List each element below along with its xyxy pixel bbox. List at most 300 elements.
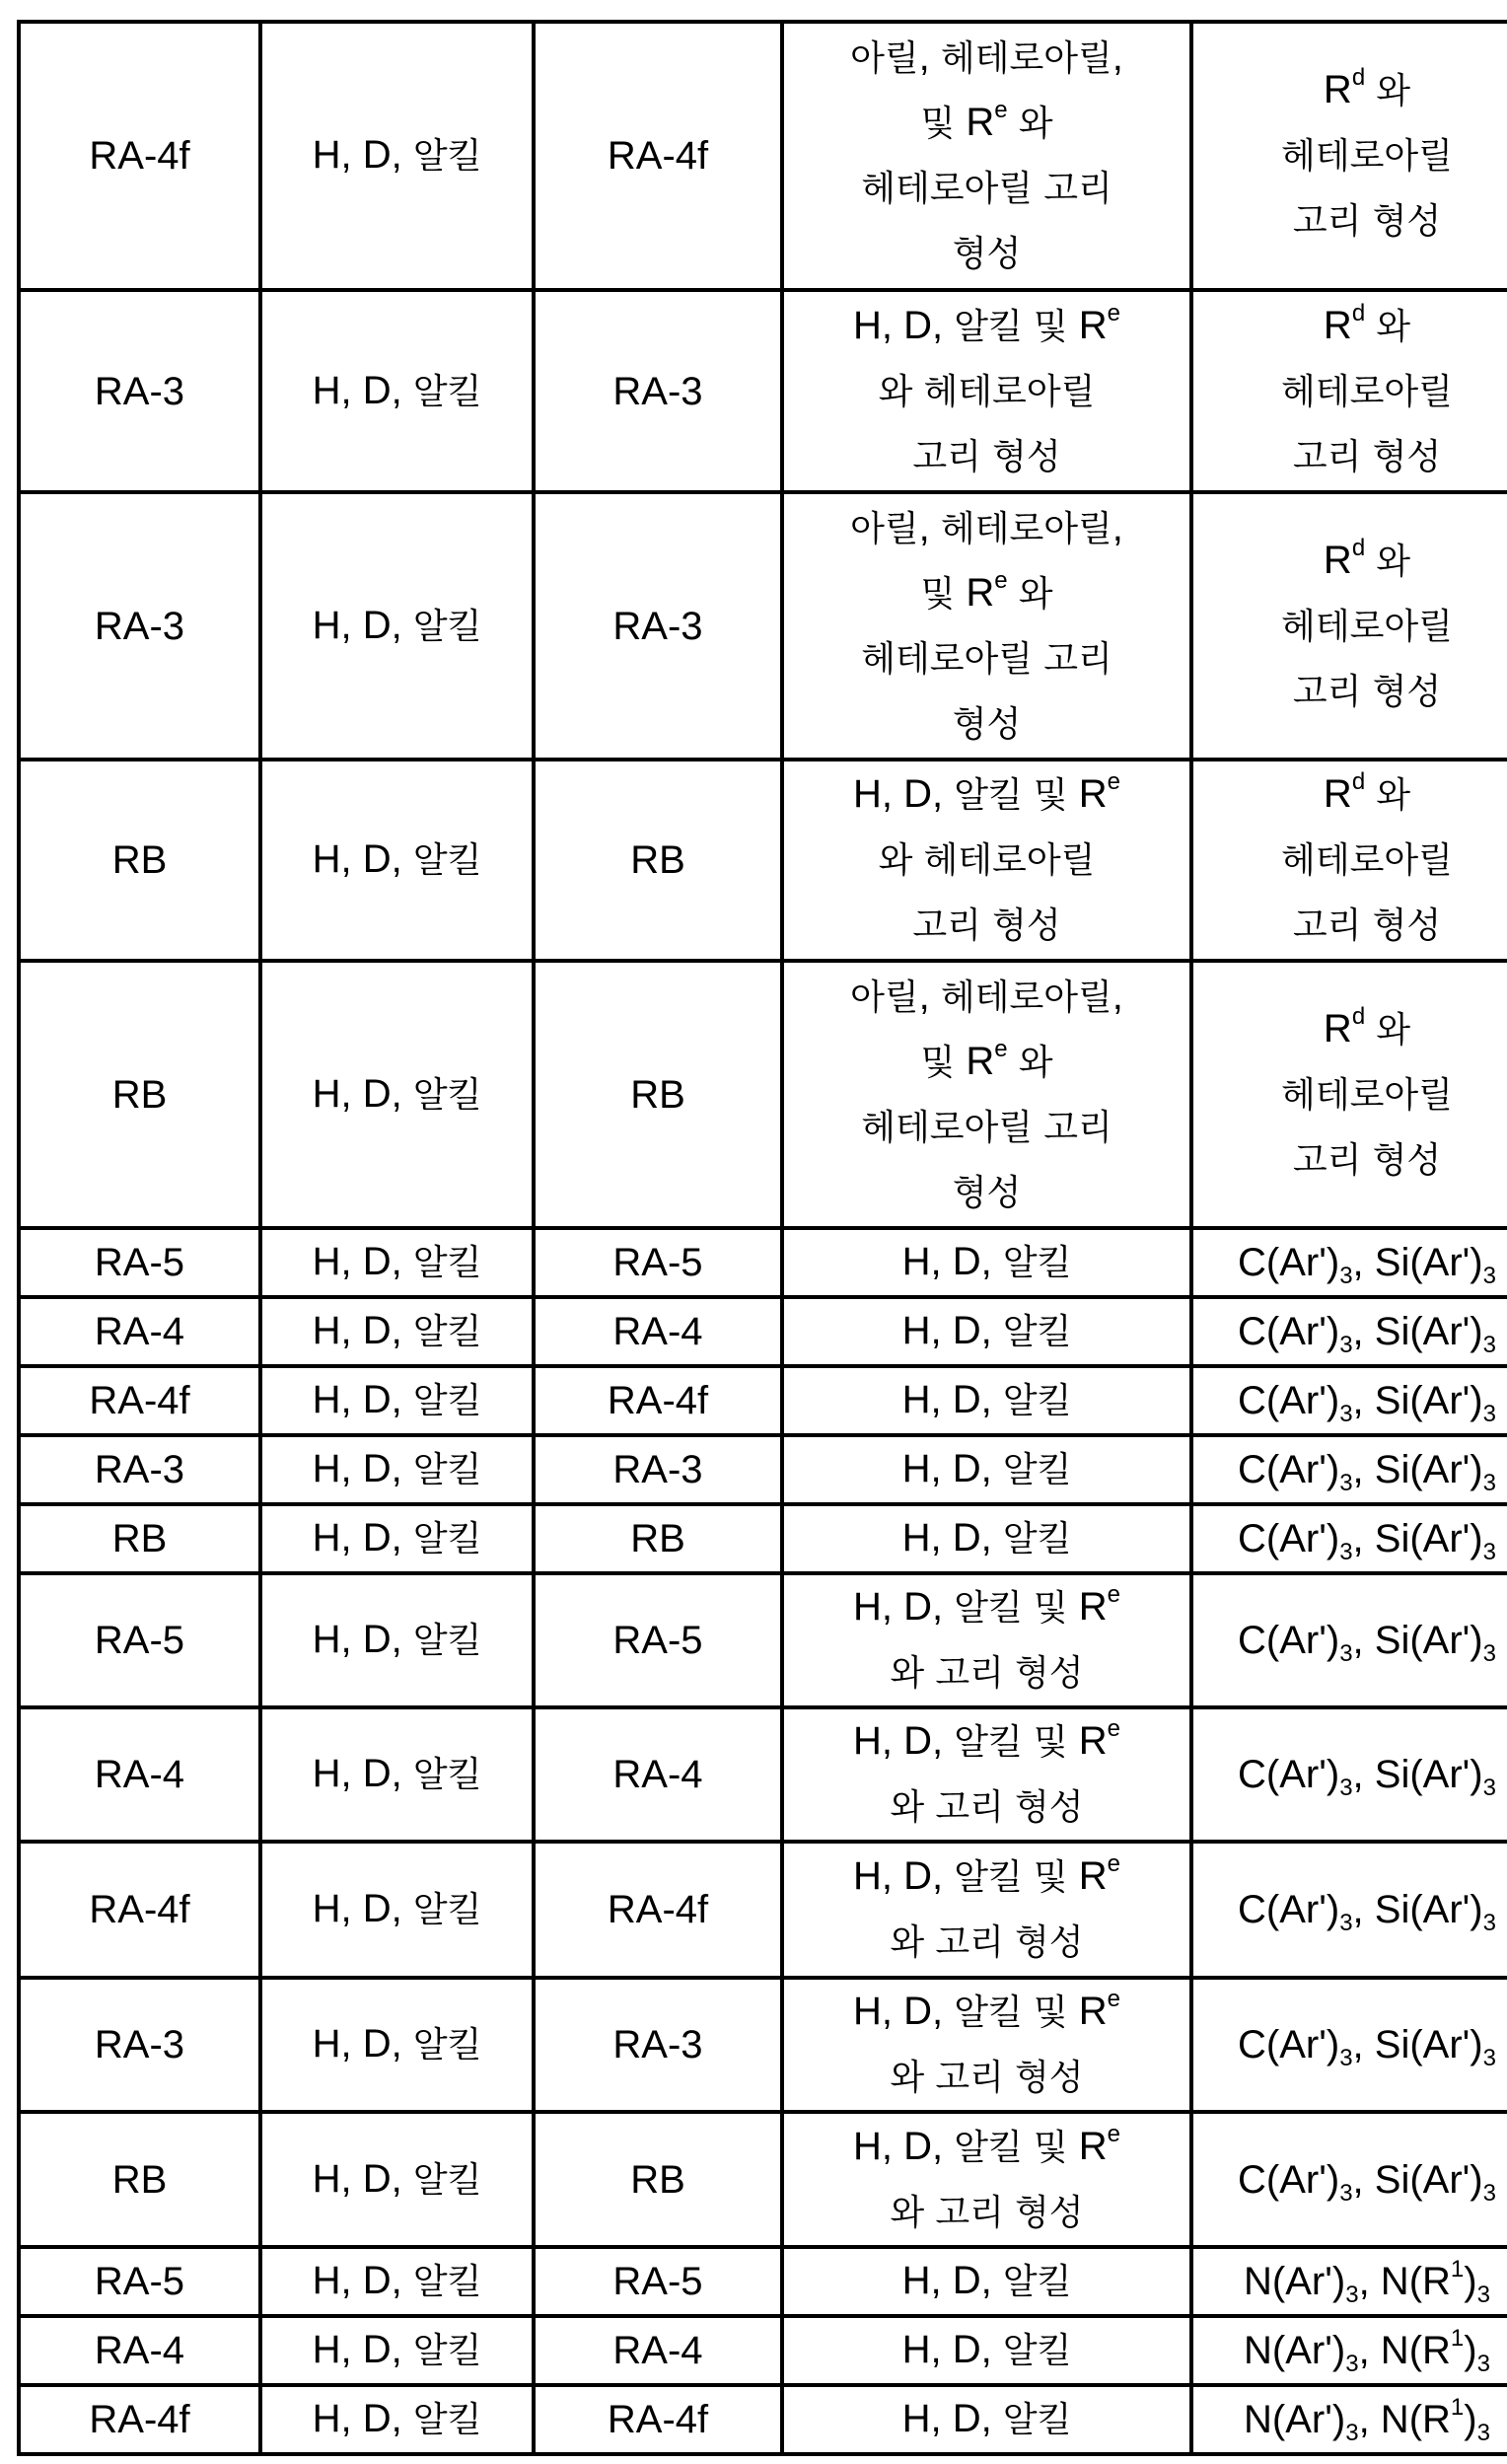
table-cell-col3 — [534, 290, 782, 492]
table-cell-col1 — [19, 2385, 260, 2454]
cell-text: H, D, 알킬 — [312, 1309, 482, 1352]
cell-line — [788, 2387, 1185, 2452]
cell-line — [788, 1368, 1185, 1433]
cell-text: C(Ar') — [1238, 1310, 1340, 1353]
cell-line — [1197, 762, 1507, 828]
cell-text: 헤테로아릴 고리 — [861, 169, 1112, 209]
cell-text: , Si(Ar') — [1352, 1379, 1483, 1422]
table-cell-col4 — [782, 1504, 1191, 1573]
table-cell-col2 — [260, 1504, 534, 1573]
cell-line — [266, 1506, 528, 1571]
table-cell-col3 — [534, 1842, 782, 1978]
cell-text: , N(R — [1358, 2329, 1451, 2372]
superscript: d — [1351, 768, 1366, 795]
cell-text: RA-3 — [94, 1448, 185, 1491]
table-cell-col3 — [534, 1366, 782, 1435]
table-cell-col3 — [534, 1435, 782, 1504]
cell-line — [539, 2148, 776, 2211]
cell-line — [25, 2319, 254, 2382]
cell-line — [788, 828, 1185, 893]
cell-text: 헤테로아릴 — [1281, 371, 1453, 412]
superscript: d — [1351, 1002, 1366, 1030]
cell-text: C(Ar') — [1238, 1753, 1340, 1796]
table-cell-col1 — [19, 2247, 260, 2316]
table-cell-col2 — [260, 1707, 534, 1842]
subscript: 3 — [1339, 1539, 1353, 1565]
table-cell-col3 — [534, 961, 782, 1228]
cell-text: H, D, 알킬 — [312, 837, 482, 881]
cell-line — [266, 1877, 528, 1942]
cell-line — [539, 1878, 776, 1941]
table-row — [19, 1297, 1507, 1366]
table-row — [19, 492, 1507, 760]
table-cell-col2 — [260, 22, 534, 290]
cell-text: , N(R — [1358, 2398, 1451, 2441]
subscript: 3 — [1339, 1910, 1353, 1936]
cell-line — [25, 595, 254, 658]
cell-text: ) — [1464, 2329, 1477, 2372]
cell-text: RA-3 — [94, 604, 185, 648]
cell-line — [788, 965, 1185, 1030]
cell-text: C(Ar') — [1238, 1241, 1340, 1284]
cell-line — [25, 829, 254, 892]
cell-line — [1197, 2388, 1507, 2451]
cell-text: 형성 — [952, 234, 1022, 274]
table-cell-col5 — [1191, 2385, 1507, 2454]
cell-text: 헤테로아릴 — [1281, 840, 1453, 881]
cell-line — [539, 1369, 776, 1432]
subscript: 3 — [1345, 2420, 1359, 2446]
cell-text: ) — [1464, 2398, 1477, 2441]
cell-line — [539, 2388, 776, 2451]
cell-text: C(Ar') — [1238, 1448, 1340, 1491]
cell-text: RB — [111, 1517, 168, 1560]
cell-line — [1197, 123, 1507, 188]
cell-line — [788, 1775, 1185, 1840]
table-cell-col4 — [782, 2316, 1191, 2385]
cell-line — [788, 1575, 1185, 1640]
cell-text: 고리 형성 — [1292, 671, 1442, 712]
table-cell-col4 — [782, 1573, 1191, 1707]
cell-line — [539, 360, 776, 423]
table-cell-col3 — [534, 492, 782, 760]
cell-line — [1197, 359, 1507, 424]
table-cell-col2 — [260, 1228, 534, 1297]
table-row — [19, 1366, 1507, 1435]
cell-text: 와 — [1376, 306, 1411, 347]
cell-line — [25, 1507, 254, 1570]
cell-text: R — [1323, 538, 1352, 582]
cell-line — [25, 2250, 254, 2313]
cell-text: RA-4f — [89, 2398, 190, 2441]
cell-line — [539, 2013, 776, 2076]
table-cell-col1 — [19, 290, 260, 492]
cell-text: 와 — [1018, 573, 1053, 615]
cell-line — [788, 424, 1185, 489]
cell-line — [266, 1437, 528, 1502]
cell-line — [1197, 1438, 1507, 1501]
cell-line — [788, 1640, 1185, 1705]
table-cell-col2 — [260, 1842, 534, 1978]
table-cell-col5 — [1191, 1842, 1507, 1978]
subscript: 3 — [1482, 2179, 1496, 2207]
superscript: e — [1107, 768, 1121, 795]
cell-line — [1197, 1743, 1507, 1806]
table-cell-col5 — [1191, 961, 1507, 1228]
table-cell-col4 — [782, 2112, 1191, 2247]
cell-line — [1197, 828, 1507, 893]
table-cell-col5 — [1191, 1297, 1507, 1366]
cell-line — [539, 595, 776, 658]
cell-text: H, D, 알킬 — [901, 2397, 1072, 2440]
cell-text: H, D, 알킬 — [312, 1378, 482, 1421]
cell-text: H, D, 알킬 — [312, 1618, 482, 1661]
table-cell-col2 — [260, 1978, 534, 2112]
cell-line — [266, 594, 528, 659]
superscript: d — [1351, 299, 1366, 326]
cell-text: 형성 — [952, 1172, 1022, 1213]
cell-text: , Si(Ar') — [1352, 1888, 1483, 1931]
cell-text: RB — [111, 1072, 168, 1117]
cell-line — [266, 1062, 528, 1127]
cell-text: RA-5 — [94, 1241, 185, 1284]
table-cell-col3 — [534, 2112, 782, 2247]
superscript: 1 — [1450, 2394, 1465, 2421]
table-cell-col3 — [534, 2385, 782, 2454]
table-cell-col4 — [782, 1978, 1191, 2112]
cell-line — [1197, 997, 1507, 1062]
cell-text: RA-4 — [94, 1753, 185, 1796]
cell-text: C(Ar') — [1238, 1619, 1340, 1662]
subscript: 3 — [1482, 1775, 1496, 1801]
subscript: 3 — [1482, 1910, 1496, 1936]
cell-text: R — [1323, 303, 1352, 347]
cell-line — [788, 1980, 1185, 2045]
superscript: d — [1351, 534, 1366, 561]
table-cell-col5 — [1191, 2247, 1507, 2316]
cell-line — [1197, 2013, 1507, 2076]
cell-line — [539, 1231, 776, 1294]
cell-text: 와 — [1376, 775, 1411, 816]
table-cell-col5 — [1191, 290, 1507, 492]
table-cell-col1 — [19, 1228, 260, 1297]
table-row — [19, 760, 1507, 961]
cell-line — [25, 1231, 254, 1294]
cell-line — [788, 893, 1185, 958]
cell-text: RA-4f — [89, 1888, 190, 1931]
table-cell-col2 — [260, 1297, 534, 1366]
cell-line — [788, 1506, 1185, 1571]
cell-text: RA-3 — [612, 604, 703, 648]
cell-text: , Si(Ar') — [1352, 1448, 1483, 1491]
cell-text: 아릴, 헤테로아릴, — [850, 36, 1123, 79]
table-cell-col2 — [260, 1573, 534, 1707]
cell-line — [788, 1709, 1185, 1775]
table-row — [19, 22, 1507, 290]
cell-text: RB — [630, 1072, 685, 1117]
cell-text: 헤테로아릴 고리 — [861, 1107, 1112, 1148]
cell-text: 및 R — [920, 101, 995, 144]
cell-text: RA-3 — [612, 369, 703, 413]
cell-line — [266, 2147, 528, 2212]
cell-line — [788, 1437, 1185, 1502]
cell-text: RA-5 — [94, 1619, 185, 1662]
cell-line — [1197, 1507, 1507, 1570]
superscript: e — [1107, 1850, 1121, 1877]
cell-line — [25, 1743, 254, 1806]
table-cell-col1 — [19, 1366, 260, 1435]
cell-text: C(Ar') — [1238, 1517, 1340, 1560]
cell-text: C(Ar') — [1238, 2157, 1340, 2202]
table-cell-col3 — [534, 1978, 782, 2112]
cell-text: RA-3 — [94, 369, 185, 413]
cell-line — [266, 1608, 528, 1673]
cell-line — [539, 1609, 776, 1672]
table-row — [19, 1573, 1507, 1707]
subscript: 3 — [1339, 1640, 1353, 1667]
cell-text: ) — [1464, 2260, 1477, 2303]
cell-text: 고리 형성 — [1292, 906, 1442, 946]
cell-line — [1197, 2250, 1507, 2313]
cell-text: H, D, 알킬 — [312, 1240, 482, 1283]
table-cell-col4 — [782, 1366, 1191, 1435]
superscript: d — [1351, 64, 1366, 91]
table-cell-col5 — [1191, 1978, 1507, 2112]
table-row — [19, 1504, 1507, 1573]
cell-line — [788, 2318, 1185, 2383]
cell-line — [25, 1609, 254, 1672]
table-cell-col2 — [260, 2247, 534, 2316]
cell-line — [25, 1878, 254, 1941]
cell-text: H, D, 알킬 — [312, 1516, 482, 1559]
superscript: e — [1107, 1986, 1121, 2012]
cell-text: 및 R — [920, 570, 995, 615]
cell-text: , Si(Ar') — [1352, 1517, 1483, 1560]
cell-text: N(Ar') — [1244, 2329, 1346, 2372]
cell-line — [1197, 1231, 1507, 1294]
cell-line — [788, 26, 1185, 91]
table-cell-col5 — [1191, 22, 1507, 290]
cell-text: H, D, 알킬 — [312, 1752, 482, 1795]
cell-line — [25, 2388, 254, 2451]
cell-text: RA-5 — [94, 2260, 185, 2303]
table-cell-col4 — [782, 2247, 1191, 2316]
cell-text: 고리 형성 — [1292, 436, 1442, 477]
subscript: 3 — [1482, 1640, 1496, 1667]
cell-text: RA-4 — [612, 2329, 703, 2372]
table-cell-col1 — [19, 2112, 260, 2247]
cell-line — [788, 1910, 1185, 1975]
cell-line — [1197, 594, 1507, 659]
table-cell-col3 — [534, 22, 782, 290]
cell-line — [788, 2249, 1185, 2314]
cell-line — [788, 561, 1185, 626]
subscript: 3 — [1339, 1263, 1353, 1289]
table-cell-col1 — [19, 1707, 260, 1842]
cell-line — [266, 123, 528, 188]
cell-text: RA-4f — [607, 2398, 709, 2441]
cell-line — [539, 1300, 776, 1363]
table-cell-col2 — [260, 290, 534, 492]
cell-line — [25, 360, 254, 423]
cell-line — [1197, 1609, 1507, 1672]
cell-text: 고리 형성 — [1292, 1139, 1442, 1181]
table-cell-col4 — [782, 290, 1191, 492]
cell-text: 와 헤테로아릴 — [878, 840, 1096, 881]
cell-text: RA-4 — [94, 2329, 185, 2372]
cell-line — [539, 1063, 776, 1126]
subscript: 3 — [1482, 2045, 1496, 2071]
table-cell-col5 — [1191, 1228, 1507, 1297]
table-cell-col3 — [534, 760, 782, 961]
table-cell-col1 — [19, 760, 260, 961]
table-cell-col5 — [1191, 1707, 1507, 1842]
cell-line — [266, 828, 528, 893]
table-row — [19, 1435, 1507, 1504]
cell-line — [1197, 1369, 1507, 1432]
cell-text: 고리 형성 — [1292, 201, 1442, 242]
cell-line — [539, 124, 776, 187]
table-cell-col5 — [1191, 760, 1507, 961]
cell-line — [788, 1299, 1185, 1364]
cell-text: , Si(Ar') — [1352, 2157, 1483, 2202]
table-cell-col5 — [1191, 1504, 1507, 1573]
table-cell-col2 — [260, 492, 534, 760]
cell-text: RB — [630, 2157, 685, 2202]
cell-text: RA-5 — [612, 1619, 703, 1662]
table-cell-col3 — [534, 1707, 782, 1842]
cell-text: RA-4f — [89, 1379, 190, 1422]
cell-text: RA-3 — [612, 1448, 703, 1491]
table-cell-col4 — [782, 1297, 1191, 1366]
cell-text: RB — [630, 1517, 685, 1560]
cell-line — [25, 2148, 254, 2211]
table-row — [19, 1842, 1507, 1978]
subscript: 3 — [1339, 1775, 1353, 1801]
table-cell-col3 — [534, 1504, 782, 1573]
cell-line — [266, 1299, 528, 1364]
cell-line — [539, 2319, 776, 2382]
table-cell-col5 — [1191, 2112, 1507, 2247]
table-cell-col1 — [19, 1573, 260, 1707]
cell-text: H, D, 알킬 및 R — [852, 772, 1108, 816]
cell-text: RA-3 — [94, 2023, 185, 2066]
cell-line — [539, 1743, 776, 1806]
cell-text: 와 — [1018, 104, 1053, 144]
cell-text: RB — [111, 2157, 168, 2202]
table-cell-col3 — [534, 1573, 782, 1707]
cell-text: RA-3 — [612, 2023, 703, 2066]
cell-text: R — [1323, 1006, 1352, 1051]
cell-text: H, D, 알킬 — [901, 1516, 1072, 1559]
table-cell-col5 — [1191, 2316, 1507, 2385]
table-cell-col5 — [1191, 1435, 1507, 1504]
cell-line — [539, 1438, 776, 1501]
cell-text: 와 고리 형성 — [890, 1653, 1084, 1694]
cell-line — [788, 762, 1185, 828]
cell-text: 헤테로아릴 — [1281, 1074, 1453, 1116]
cell-text: H, D, 알킬 — [901, 1309, 1072, 1352]
table-cell-col1 — [19, 1978, 260, 2112]
cell-text: R — [1323, 772, 1352, 816]
cell-line — [788, 2180, 1185, 2245]
cell-text: RA-4 — [94, 1310, 185, 1353]
cell-text: RA-4f — [607, 134, 709, 178]
cell-text: 와 — [1376, 1009, 1411, 1051]
subscript: 3 — [1482, 1332, 1496, 1358]
table-body — [19, 22, 1507, 2454]
table-cell-col3 — [534, 1297, 782, 1366]
table-row — [19, 1707, 1507, 1842]
cell-text: 와 — [1376, 71, 1411, 111]
cell-text: 와 고리 형성 — [890, 1922, 1084, 1963]
cell-text: 와 — [1376, 541, 1411, 582]
cell-line — [266, 2012, 528, 2077]
table-cell-col4 — [782, 2385, 1191, 2454]
table-cell-col4 — [782, 961, 1191, 1228]
table-cell-col5 — [1191, 1573, 1507, 1707]
cell-text: RA-5 — [612, 1241, 703, 1284]
cell-text: H, D, 알킬 — [901, 1447, 1072, 1490]
table-cell-col1 — [19, 961, 260, 1228]
subscript: 3 — [1476, 2420, 1490, 2446]
cell-text: H, D, 알킬 — [901, 1378, 1072, 1421]
cell-text: H, D, 알킬 — [312, 2397, 482, 2440]
cell-text: H, D, 알킬 및 R — [852, 1719, 1108, 1763]
cell-text: 및 R — [920, 1039, 995, 1083]
subscript: 3 — [1476, 2351, 1490, 2377]
cell-line — [1197, 1878, 1507, 1941]
table-cell-col2 — [260, 1366, 534, 1435]
table-cell-col4 — [782, 1707, 1191, 1842]
table-cell-col1 — [19, 1842, 260, 1978]
cell-text: H, D, 알킬 및 R — [852, 303, 1108, 347]
superscript: 1 — [1450, 2256, 1465, 2283]
cell-line — [788, 1160, 1185, 1225]
table-cell-col4 — [782, 22, 1191, 290]
table-row — [19, 1228, 1507, 1297]
cell-line — [788, 1845, 1185, 1910]
cell-text: N(Ar') — [1244, 2260, 1346, 2303]
cell-line — [788, 91, 1185, 156]
cell-line — [1197, 2319, 1507, 2382]
cell-line — [266, 1368, 528, 1433]
table-row — [19, 2112, 1507, 2247]
superscript: 1 — [1450, 2325, 1465, 2352]
cell-line — [539, 829, 776, 892]
cell-text: H, D, 알킬 및 R — [852, 2124, 1108, 2168]
table-cell-col2 — [260, 961, 534, 1228]
cell-line — [788, 1230, 1185, 1295]
table-cell-col4 — [782, 760, 1191, 961]
table-cell-col2 — [260, 2112, 534, 2247]
subscript: 3 — [1345, 2351, 1359, 2377]
cell-text: C(Ar') — [1238, 1379, 1340, 1422]
superscript: e — [1107, 2120, 1121, 2147]
cell-text: N(Ar') — [1244, 2398, 1346, 2441]
cell-text: RB — [630, 838, 685, 882]
superscript: e — [1107, 1581, 1121, 1608]
cell-line — [1197, 893, 1507, 958]
cell-line — [25, 1438, 254, 1501]
cell-line — [1197, 58, 1507, 123]
cell-text: H, D, 알킬 및 R — [852, 1854, 1108, 1898]
cell-line — [1197, 1127, 1507, 1193]
cell-text: H, D, 알킬 — [312, 1071, 482, 1116]
cell-text: 헤테로아릴 고리 — [861, 638, 1112, 680]
cell-text: H, D, 알킬 — [312, 368, 482, 412]
cell-line — [25, 1063, 254, 1126]
